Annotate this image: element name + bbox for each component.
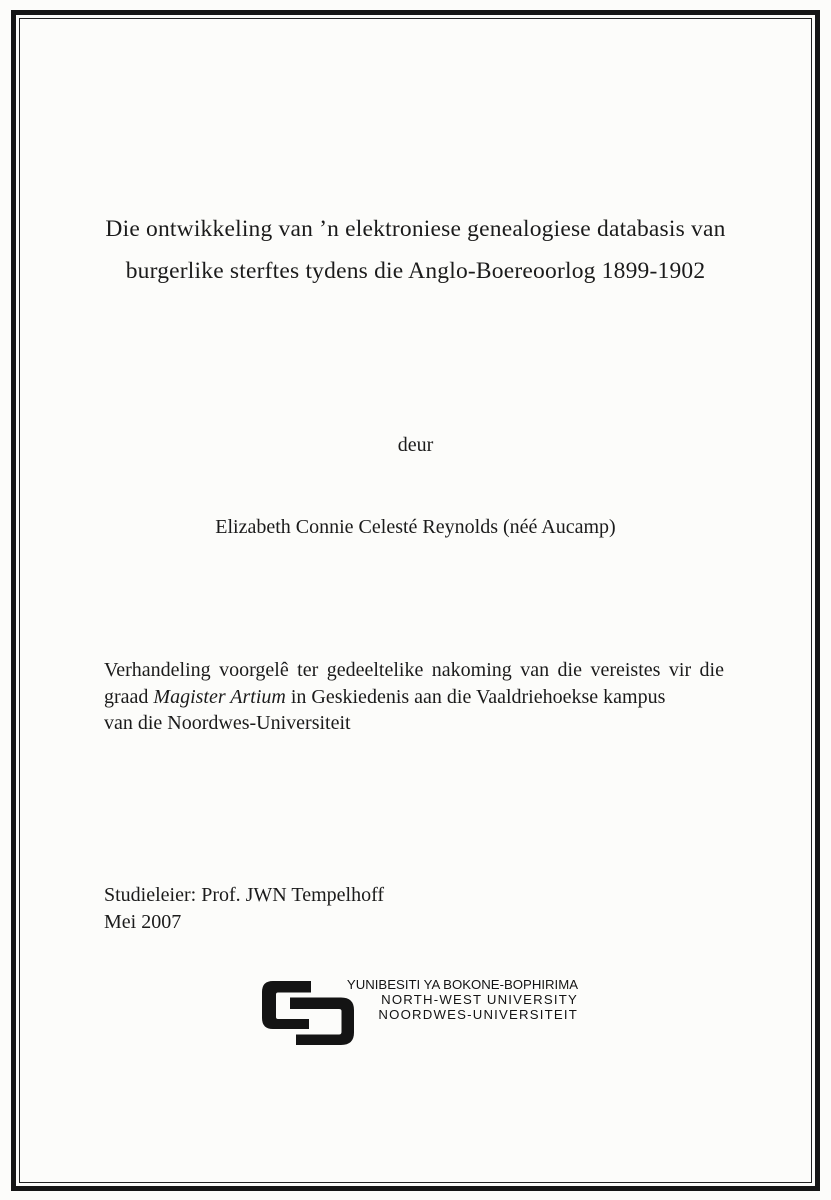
date-line: Mei 2007 bbox=[104, 910, 182, 933]
submission-line-2 bbox=[104, 684, 724, 711]
thesis-title-line-2: burgerlike sterftes tydens die Anglo-Boereoorlog 1899-1902 bbox=[125, 258, 706, 284]
submission-line-2-prefix: graad bbox=[104, 685, 154, 708]
logo-text-english: NORTH-WEST UNIVERSITY bbox=[381, 992, 578, 1008]
thesis-title-line-1: Die ontwikkeling van ’n elektroniese genealogiese databasis van bbox=[105, 216, 726, 242]
university-logo bbox=[257, 972, 587, 1062]
degree-name: Magister Artium bbox=[153, 685, 286, 708]
submission-line-2-suffix: in Geskiedenis aan die Vaaldriehoekse kampus bbox=[285, 685, 666, 708]
supervisor-line: Studieleier: Prof. JWN Tempelhoff bbox=[104, 884, 385, 906]
submission-statement bbox=[104, 657, 724, 737]
submission-line-3: van die Noordwes-Universiteit bbox=[104, 712, 351, 734]
logo-text-afrikaans: NOORDWES-UNIVERSITEIT bbox=[378, 1007, 578, 1023]
byline-label: deur bbox=[397, 434, 434, 456]
submission-line-1: Verhandeling voorgelê ter gedeeltelike nakoming van die vereistes vir die bbox=[104, 659, 724, 681]
logo-text-setswana: YUNIBESITI YA BOKONE-BOPHIRIMA bbox=[346, 977, 578, 992]
university-logo-text bbox=[320, 977, 578, 1023]
author-name: Elizabeth Connie Celesté Reynolds (néé Aucamp) bbox=[215, 516, 616, 538]
supervisor-block bbox=[104, 882, 384, 935]
